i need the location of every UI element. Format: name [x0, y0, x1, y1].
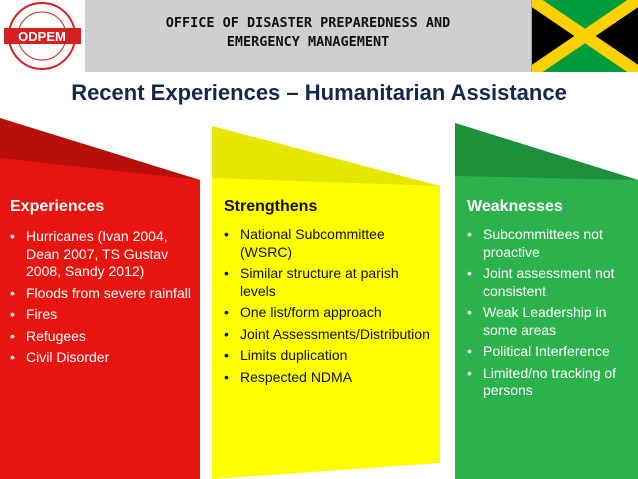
header-title	[85, 14, 531, 52]
list-item: • Weak Leadership in some areas	[467, 304, 632, 339]
list-item: • Joint Assessments/Distribution	[224, 326, 434, 344]
slide-title: Recent Experiences – Humanitarian Assistance	[71, 80, 567, 105]
experiences-list	[10, 228, 198, 371]
logo-text: ODPEM	[18, 29, 66, 44]
list-item: • Hurricanes (Ivan 2004, Dean 2007, TS Gustav 2008, Sandy 2012)	[10, 228, 198, 281]
weaknesses-panel-fold	[455, 123, 638, 180]
list-item: • Floods from severe rainfall	[10, 285, 198, 303]
strengthens-heading: Strengthens	[224, 198, 318, 215]
weaknesses-list	[467, 226, 632, 404]
list-item: • Respected NDMA	[224, 369, 434, 387]
list-item: • Subcommittees not proactive	[467, 226, 632, 261]
list-item: • Joint assessment not consistent	[467, 265, 632, 300]
experiences-heading: Experiences	[10, 198, 105, 215]
list-item: • Refugees	[10, 328, 198, 346]
header-title-line2: EMERGENCY MANAGEMENT	[226, 34, 390, 50]
list-item: • Civil Disorder	[10, 349, 198, 367]
odpem-logo	[0, 0, 85, 72]
list-item: • Limited/no tracking of persons	[467, 365, 632, 400]
strengthens-list	[224, 226, 434, 390]
strengthens-panel-fold	[212, 126, 440, 186]
list-item: • Similar structure at parish levels	[224, 265, 434, 300]
header-title-line1: OFFICE OF DISASTER PREPAREDNESS AND	[165, 15, 451, 31]
comparison-panels	[0, 118, 638, 479]
weaknesses-heading: Weaknesses	[467, 198, 563, 215]
header-bar	[0, 0, 638, 72]
list-item: • Limits duplication	[224, 347, 434, 365]
list-item: • Political Interference	[467, 343, 632, 361]
list-item: • Fires	[10, 306, 198, 324]
list-item: • One list/form approach	[224, 304, 434, 322]
jamaica-flag-icon	[532, 0, 638, 72]
list-item: • National Subcommittee (WSRC)	[224, 226, 434, 261]
